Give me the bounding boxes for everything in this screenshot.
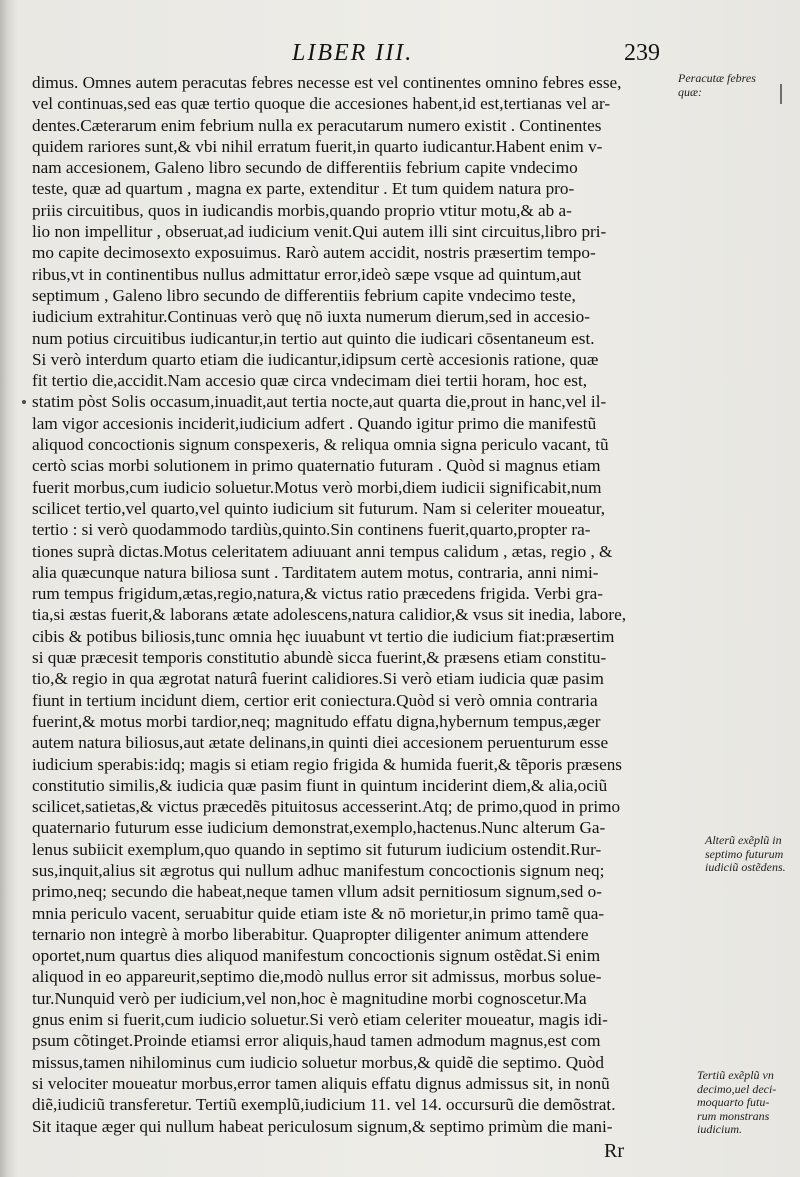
signature-mark: Rr: [604, 1140, 624, 1162]
text-line: statim pòst Solis occasum,inuadit,aut tertia nocte,aut quarta die,prout in hanc,vel il-: [32, 392, 607, 412]
text-line: si velociter moueatur morbus,error tamen aliquis effatu dignus admissus sit, in nonũ: [32, 1073, 610, 1093]
text-line: scilicet tertio,vel quarto,vel quinto iudicium sit futurum. Nam si celeriter moueatur,: [32, 498, 606, 518]
text-line: Si verò interdum quarto etiam die iudicantur,idipsum certè accesionis ratione, quæ: [32, 349, 599, 369]
text-line: rum tempus frigidum,ætas,regio,natura,& victus ratio præcedens frigida. Verbi gra-: [32, 584, 604, 604]
text-line: ribus,vt in continentibus nullus admittatur error,ideò sæpe vsque ad quintum,aut: [32, 264, 582, 284]
text-line: sus,inquit,alius sit ægrotus qui nullum adhuc manifestum concoctionis signum neq;: [32, 860, 605, 880]
text-line: quidem rariores sunt,& vbi nihil erratum fuerit,in quarto iudicantur.Habent enim v-: [32, 136, 603, 156]
text-line: fuerit morbus,cum iudicio soluetur.Motus verò morbi,diem iudicii significabit,num: [32, 477, 602, 497]
text-line: mo capite decimosexto exposuimus. Rarò autem accidit, nostris præsertim tempo-: [32, 243, 596, 263]
text-line: quaternario futurum esse iudicium demonstrat,exemplo,hactenus.Nunc alterum Ga-: [32, 818, 606, 838]
text-line: tio,& regio in qua ægrotat naturâ fuerint calidiores.Si verò etiam iudicia quæ pasim: [32, 669, 604, 689]
text-line: tertio : si verò quodammodo tardiùs,quinto.Sin continens fuerit,quarto,propter ra-: [32, 520, 591, 540]
margin-note-line: decimo,uel deci-: [697, 1081, 777, 1096]
text-line: lenus subiicit exemplum,quo quando in septimo sit futurum iudicium ostendit.Rur-: [32, 839, 602, 859]
text-line: Sit itaque æger qui nullum habeat periculosum signum,& septimo primùm die mani-: [32, 1116, 613, 1136]
text-line: primo,neq; secundo die habeat,neque tamen vllum adsit pernitiosum signum,sed o-: [32, 882, 602, 902]
text-line: constitutio similis,& iudicia quæ pasim fiunt in quintum inciderint diem,& alia,ociũ: [32, 775, 608, 795]
margin-note-third-example: [697, 1069, 795, 1137]
text-line: scilicet,satietas,& victus præcedẽs pituitosus accesserint.Atq; de primo,quod in primo: [32, 797, 621, 817]
main-text-block: [32, 72, 692, 1137]
text-line: oportet,num quartus dies aliquod manifestum concoctionis signum ostẽdat.Si enim: [32, 946, 601, 966]
margin-note-line: Peracutæ febres: [678, 71, 756, 85]
margin-note-line: moquarto futu-: [697, 1095, 770, 1109]
text-line: teste, quæ ad quartum , magna ex parte, extenditur . Et tum quidem natura pro-: [32, 179, 575, 199]
text-line: tur.Nunquid verò per iudicium,vel non,hoc è magnitudine morbi cognoscetur.Ma: [32, 988, 587, 1008]
text-line: septimum , Galeno libro secundo de differentiis febrium capite vndecimo teste,: [32, 285, 576, 305]
text-line: priis circuitibus, quos in iudicandis morbis,quando proprio vtitur motu,& ab a-: [32, 200, 572, 220]
margin-note-second-example: [705, 834, 795, 875]
text-line: fiunt in tertium incidunt diem, certior erit coniectura.Quòd si verò omnia contraria: [32, 690, 598, 710]
text-line: tia,si æstas fuerit,& laborans ætate adolescens,natura calidior,& vsus sit inedia, labore,: [32, 605, 627, 625]
running-head: LIBER III.: [292, 40, 414, 66]
margin-note-line: iudiciũ ostẽdens.: [705, 860, 786, 874]
margin-note-line: iudicium.: [697, 1122, 742, 1136]
text-line: certò scias morbi solutionem in primo quaternatio futuram . Quòd si magnus etiam: [32, 456, 601, 476]
text-line: dentes.Cæterarum enim febrium nulla ex peracutarum numero existit . Continentes: [32, 115, 602, 135]
text-line: missus,tamen nihilominus cum iudicio soluetur morbus,& quidẽ die septimo. Quòd: [32, 1052, 604, 1072]
text-line: vel continuas,sed eas quæ tertio quoque die accesiones habent,id est,tertianas vel ar-: [32, 94, 611, 114]
margin-dot: [22, 400, 26, 404]
text-line: aliquod concoctionis signum conspexeris, & reliqua omnia signa periculo vacant, tũ: [32, 435, 609, 455]
text-line: gnus enim si fuerit,cum iudicio soluetur.Si verò etiam celeriter moueatur, magis idi-: [32, 1010, 608, 1030]
text-line: tiones suprà dictas.Motus celeritatem adiuuant anni tempus calidum , ætas, regio , &: [32, 541, 613, 561]
text-line: lam vigor accesionis inciderit,iudicium adfert . Quando igitur primo die manifestũ: [32, 413, 597, 433]
text-line: fuerint,& motus morbi tardior,neq; magnitudo effatu digna,hybernum tempus,æger: [32, 711, 601, 731]
text-line: dimus. Omnes autem peracutas febres necesse est vel continentes omnino febres esse,: [32, 73, 622, 92]
margin-note-line: Alterũ exẽplũ in: [705, 833, 782, 847]
text-line: fit tertio die,accidit.Nam accesio quæ circa vndecimam diei tertii horam, hoc est,: [32, 371, 588, 391]
text-line: alia quæcunque natura biliosa sunt . Tarditatem autem motus, contraria, anni nimi-: [32, 562, 599, 582]
text-line: mnia periculo vacent, seruabitur quide etiam iste & nō morietur,in primo tamẽ qua-: [32, 903, 605, 923]
text-line: autem natura biliosus,aut ætate delinans,in quinti diei accesionem peruenturum esse: [32, 733, 609, 753]
text-line: num potius circuitibus iudicantur,in tertio aut quinto die iudicari cōsentaneum est.: [32, 328, 595, 348]
text-line: iudicium sperabis:idq; magis si etiam regio frigida & humida fuerit,& tẽporis præsens: [32, 754, 622, 774]
text-line: si quæ præcesit temporis constitutio abundè sicca fuerint,& præsens etiam constitu-: [32, 648, 607, 668]
margin-note-line: quæ:: [678, 84, 702, 99]
margin-note-peracute-fevers: [678, 72, 788, 99]
text-line: lio non impellitur , obseruat,ad iudicium venit.Qui autem illi sint circuitus,libro pri-: [32, 222, 607, 242]
text-line: diẽ,iudiciũ transferetur. Tertiũ exemplũ,iudicium 11. vel 14. occursurũ die demõstrat.: [32, 1095, 616, 1115]
margin-note-line: rum monstrans: [697, 1108, 770, 1123]
text-line: cibis & potibus biliosis,tunc omnia hęc iuuabunt vt tertio die iudicium fiat:præsertim: [32, 626, 615, 646]
text-line: psum cõtinget.Proinde etiamsi error aliquis,haud tamen admodum magnus,est com: [32, 1031, 601, 1051]
text-line: nam accesionem, Galeno libro secundo de differentiis febrium capite vndecimo: [32, 158, 578, 178]
margin-note-line: septimo futurum: [705, 846, 784, 861]
text-line: iudicium extrahitur.Continuas verò quę nō iuxta numerum dierum,sed in accesio-: [32, 307, 590, 327]
margin-note-line: Tertiũ exẽplũ vn: [697, 1068, 774, 1082]
text-line: aliquod in eo appareurit,septimo die,modò nullus error sit admissus, morbus solue-: [32, 967, 602, 987]
text-line: ternario non integrè à morbo liberabitur. Quapropter diligenter animum attendere: [32, 924, 589, 944]
page-number: 239: [624, 40, 660, 66]
